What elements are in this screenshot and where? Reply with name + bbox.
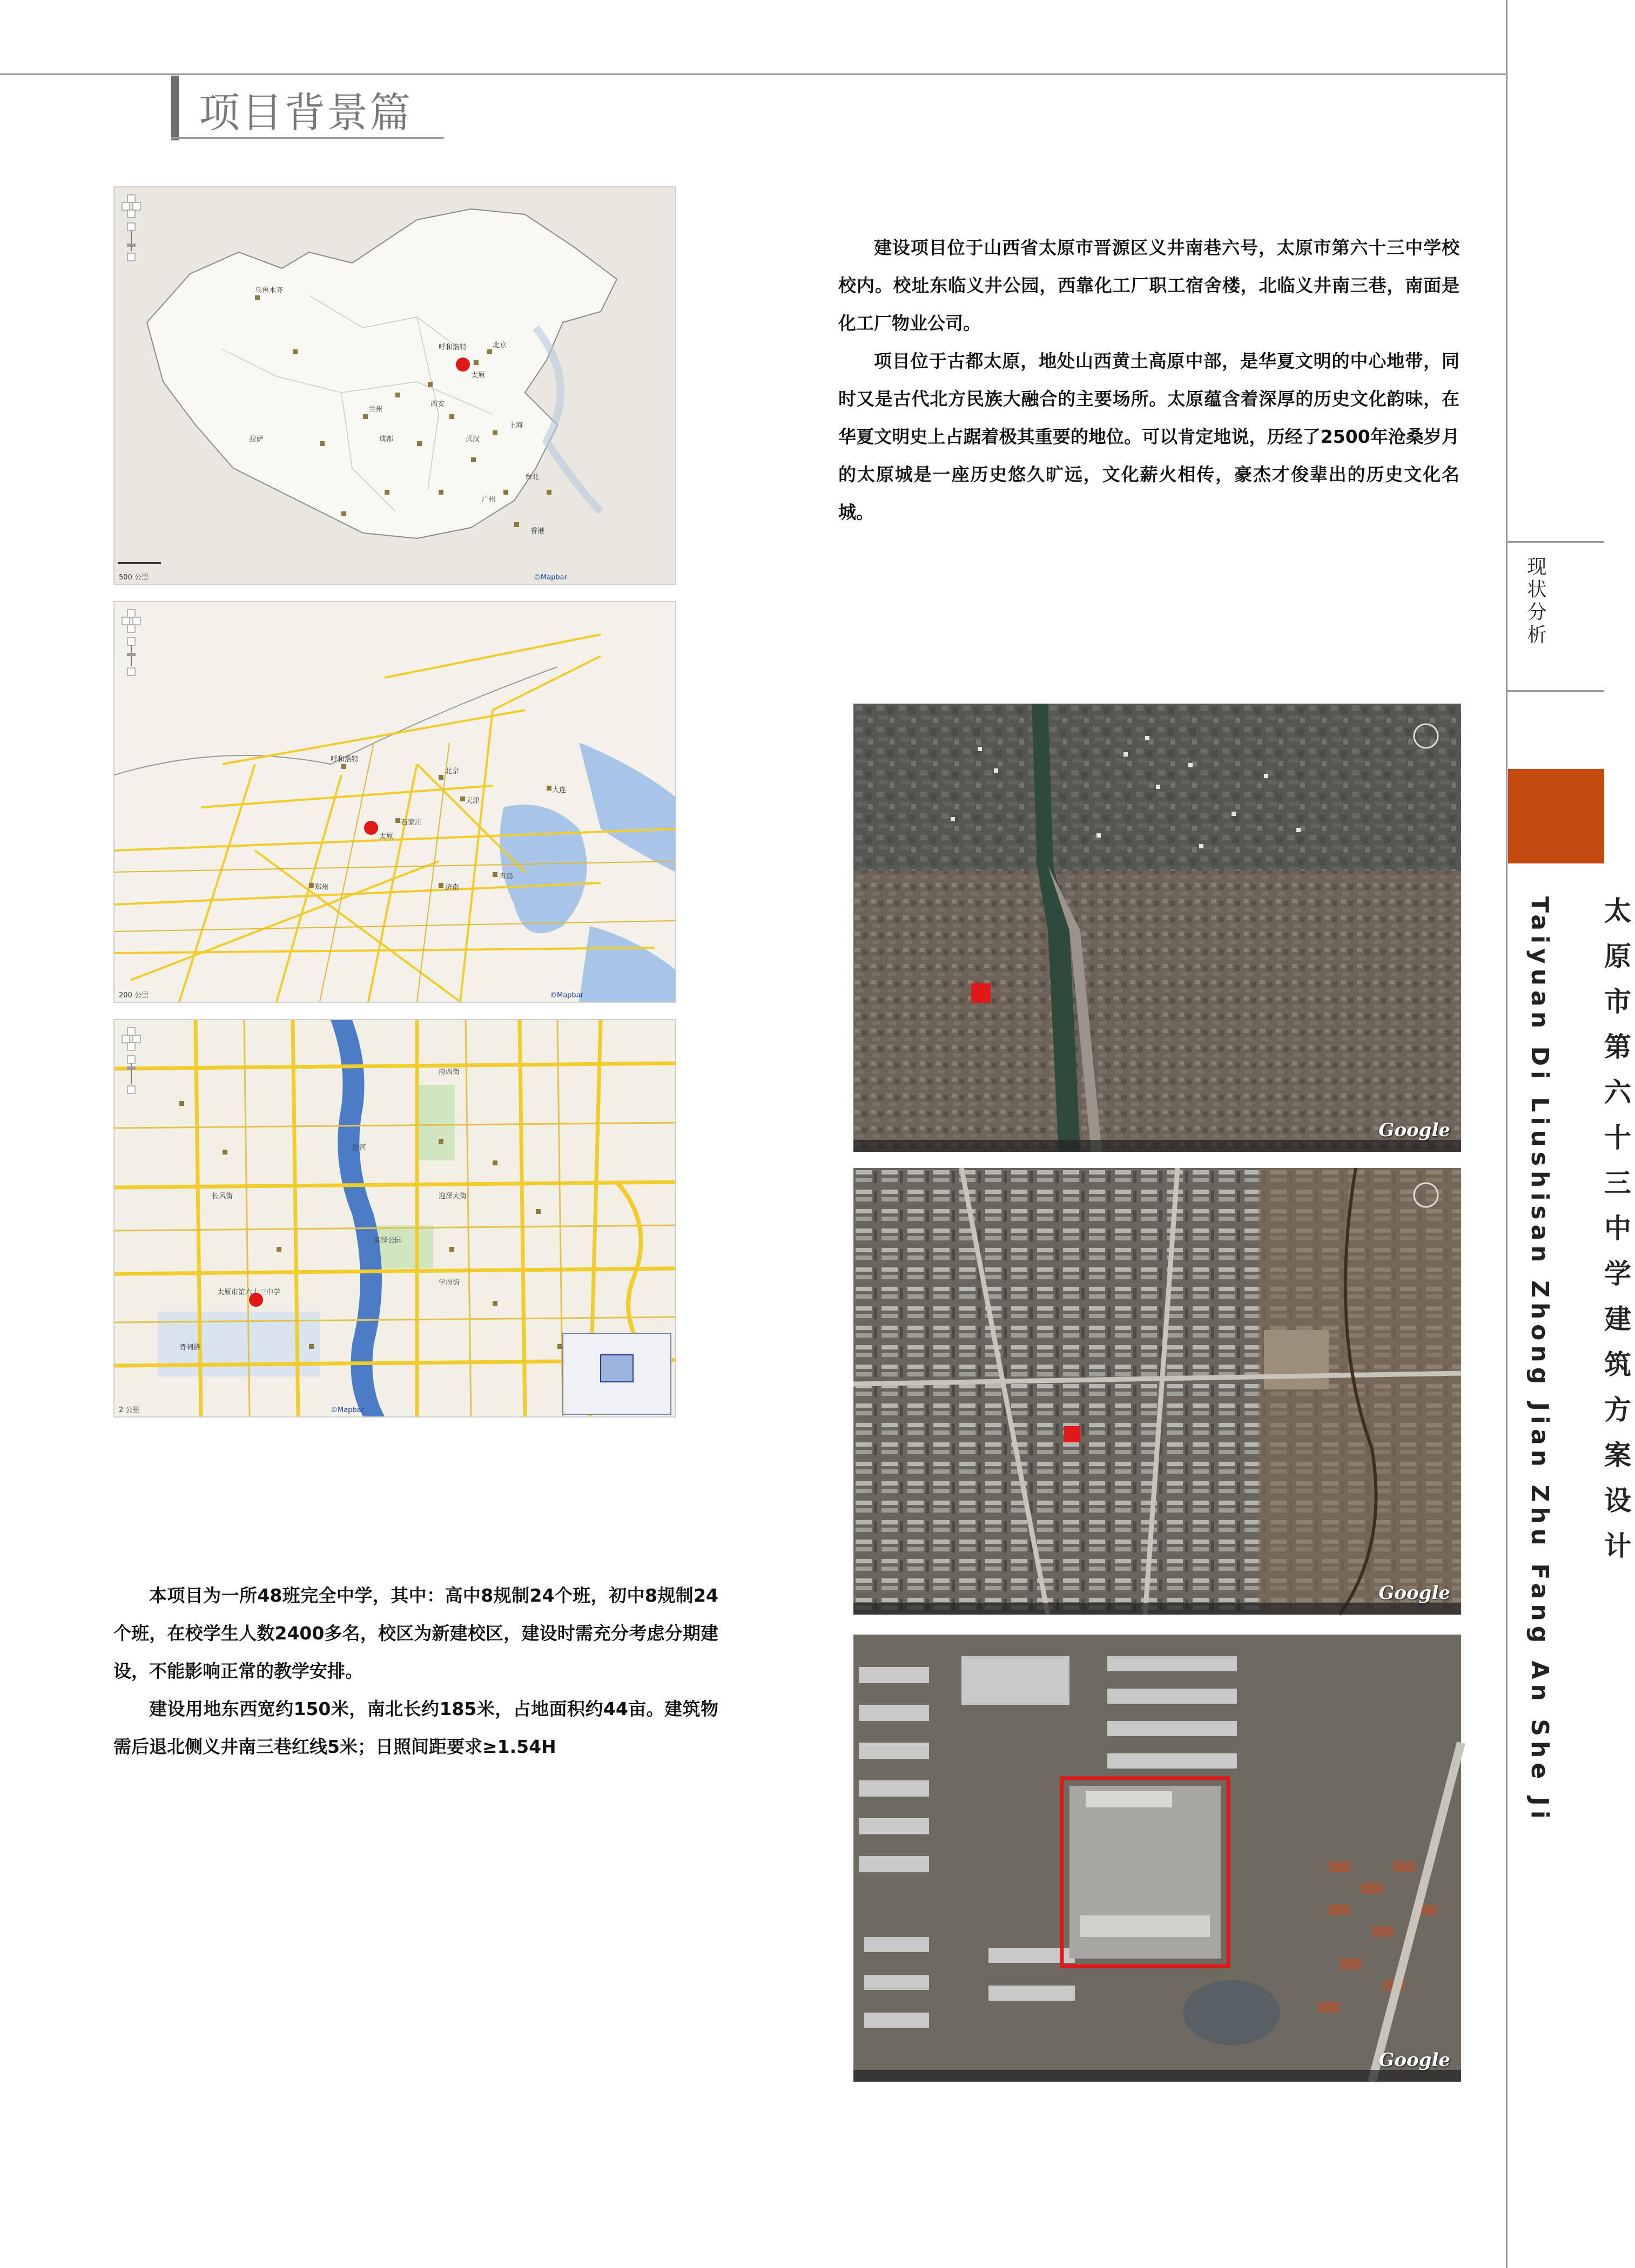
svg-text:长风街: 长风街 bbox=[212, 1192, 233, 1200]
accent-block bbox=[1508, 769, 1604, 863]
program-text bbox=[113, 1577, 718, 1766]
svg-text:香港: 香港 bbox=[530, 527, 545, 535]
map-credit: ©Mapbar bbox=[550, 991, 583, 1000]
svg-text:汾河: 汾河 bbox=[352, 1144, 367, 1152]
right-rule bbox=[1506, 0, 1508, 2268]
svg-text:学府街: 学府街 bbox=[439, 1279, 460, 1287]
svg-text:天津: 天津 bbox=[466, 797, 480, 805]
intro-paragraph: 建设项目位于山西省太原市晋源区义井南巷六号，太原市第六十三中学校校内。校址东临义井公园，西靠化工厂职工宿舍楼，北临义井南三巷，南面是化工厂物业公司。 bbox=[838, 237, 1459, 334]
intro-paragraph: 项目位于古都太原，地处山西黄土高原中部，是华夏文明的中心地带，同时又是古代北方民族大融合的主要场所。太原蕴含着深厚的历史文化韵味，在华夏文明史上占踞着极其重要的地位。可以肯定地说，历经了2500年沧桑岁月的太原城是一座历史悠久旷远，文化薪火相传，豪杰才俊辈出的历史文化名城。 bbox=[838, 350, 1459, 523]
svg-text:青岛: 青岛 bbox=[499, 873, 514, 881]
title-accent-bar bbox=[171, 76, 179, 140]
city-map[interactable] bbox=[113, 1019, 676, 1418]
satellite-image-district[interactable] bbox=[853, 1168, 1461, 1615]
google-watermark: Google bbox=[1378, 2049, 1450, 2071]
svg-text:北京: 北京 bbox=[445, 767, 460, 775]
svg-text:呼和浩特: 呼和浩特 bbox=[439, 343, 467, 352]
satellite-image-site[interactable] bbox=[853, 1635, 1461, 2082]
svg-text:迎泽大街: 迎泽大街 bbox=[439, 1192, 467, 1200]
map-scale: 500 公里 bbox=[119, 573, 149, 582]
zoom-control[interactable] bbox=[122, 610, 140, 680]
satellite-image-city[interactable] bbox=[853, 704, 1461, 1152]
svg-text:郑州: 郑州 bbox=[314, 883, 329, 892]
svg-text:兰州: 兰州 bbox=[368, 406, 383, 414]
svg-text:济南: 济南 bbox=[445, 883, 460, 892]
china-map[interactable] bbox=[113, 186, 676, 585]
map-credit: ©Mapbar bbox=[534, 573, 567, 582]
svg-text:成都: 成都 bbox=[379, 435, 394, 443]
svg-text:北京: 北京 bbox=[493, 341, 507, 349]
zoom-control[interactable] bbox=[122, 1028, 140, 1098]
page-title: 项目背景篇 bbox=[199, 89, 412, 137]
google-watermark: Google bbox=[1378, 1119, 1450, 1141]
svg-text:广州: 广州 bbox=[482, 496, 496, 504]
google-watermark: Google bbox=[1378, 1582, 1450, 1604]
svg-text:台北: 台北 bbox=[525, 473, 540, 481]
map-scale: 200 公里 bbox=[119, 991, 149, 1000]
svg-text:迎泽公园: 迎泽公园 bbox=[374, 1237, 402, 1245]
vertical-title-cn: 太原市第六十三中学建筑方案设计 bbox=[1600, 896, 1631, 1577]
intro-text bbox=[838, 229, 1459, 531]
map-scale: 2 公里 bbox=[119, 1406, 140, 1414]
svg-text:武汉: 武汉 bbox=[466, 435, 480, 443]
svg-text:石家庄: 石家庄 bbox=[401, 819, 422, 827]
zoom-control[interactable] bbox=[122, 195, 140, 265]
svg-text:晋祠路: 晋祠路 bbox=[179, 1344, 201, 1352]
svg-text:上海: 上海 bbox=[509, 422, 523, 430]
program-paragraph: 建设用地东西宽约150米，南北长约185米，占地面积约44亩。建筑物需后退北侧义井南三巷红线5米；日照间距要求≥1.54H bbox=[113, 1698, 718, 1757]
svg-text:呼和浩特: 呼和浩特 bbox=[331, 755, 359, 764]
map-credit: ©Mapbar bbox=[331, 1406, 364, 1414]
side-separator bbox=[1507, 541, 1604, 543]
title-underline bbox=[171, 137, 444, 139]
region-map[interactable] bbox=[113, 601, 676, 1003]
side-separator bbox=[1507, 690, 1604, 692]
svg-text:府西街: 府西街 bbox=[439, 1068, 460, 1076]
svg-text:大连: 大连 bbox=[552, 786, 567, 794]
top-rule bbox=[0, 73, 1507, 75]
svg-text:太原: 太原 bbox=[379, 833, 394, 841]
vertical-title-en: Taiyuan Di Liushisan Zhong Jian Zhu Fang An She Ji bbox=[1526, 896, 1553, 1824]
svg-text:太原市第六十三中学: 太原市第六十三中学 bbox=[217, 1288, 281, 1297]
program-paragraph: 本项目为一所48班完全中学，其中：高中8规制24个班，初中8规制24个班，在校学生人数2400多名，校区为新建校区，建设时需充分考虑分期建设，不能影响正常的教学安排。 bbox=[113, 1585, 718, 1682]
svg-text:太原: 太原 bbox=[471, 372, 486, 380]
svg-text:乌鲁木齐: 乌鲁木齐 bbox=[255, 287, 284, 295]
svg-text:西安: 西安 bbox=[430, 400, 445, 408]
svg-text:拉萨: 拉萨 bbox=[250, 435, 264, 443]
side-tab-label: 现状分析 bbox=[1524, 556, 1546, 647]
